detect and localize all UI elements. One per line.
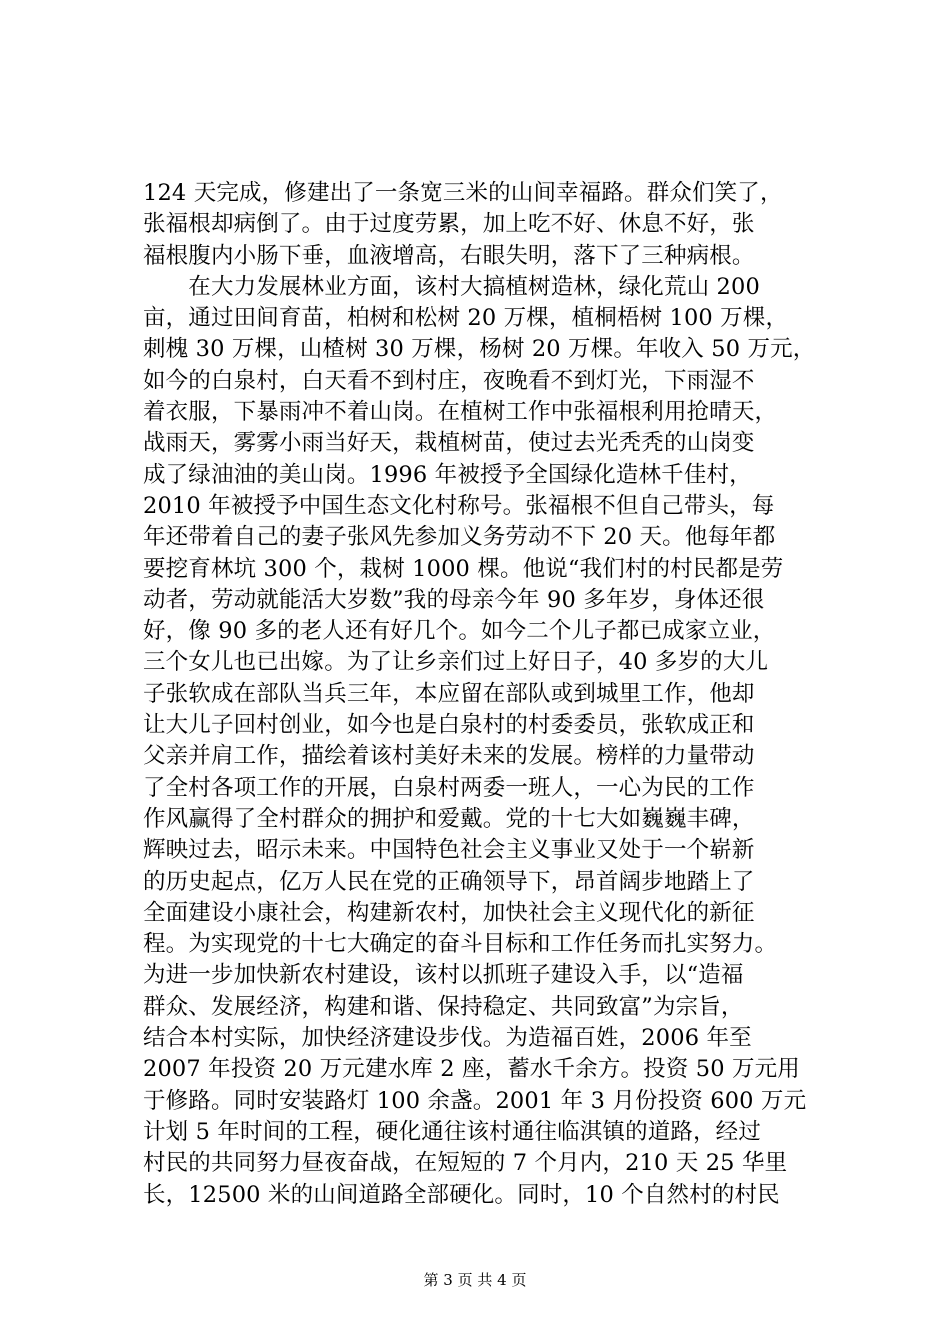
text-line: 辉映过去，昭示未来。中国特色社会主义事业又处于一个崭新 (143, 837, 755, 864)
text-line: 父亲并肩工作，描绘着该村美好未来的发展。榜样的力量带动 (143, 743, 755, 770)
text-line: 在大力发展林业方面，该村大搞植树造林，绿化荒山 200 (143, 273, 760, 300)
text-line: 2010 年被授予中国生态文化村称号。张福根不但自己带头，每 (143, 492, 775, 519)
text-line: 张福根却病倒了。由于过度劳累，加上吃不好、休息不好，张 (143, 211, 755, 238)
text-line: 村民的共同努力昼夜奋战，在短短的 7 个月内，210 天 25 华里 (143, 1150, 788, 1177)
text-line: 成了绿油油的美山岗。1996 年被授予全国绿化造林千佳村， (143, 461, 752, 488)
text-line: 长，12500 米的山间道路全部硬化。同时，10 个自然村的村民 (143, 1181, 780, 1208)
text-line: 刺槐 30 万棵，山楂树 30 万棵，杨树 20 万棵。年收入 50 万元， (143, 336, 816, 363)
text-line: 的历史起点，亿万人民在党的正确领导下，昂首阔步地踏上了 (143, 868, 755, 895)
text-line: 福根腹内小肠下垂，血液增高，右眼失明，落下了三种病根。 (143, 242, 755, 269)
text-line: 战雨天，雾雾小雨当好天，栽植树苗，使过去光秃秃的山岗变 (143, 430, 755, 457)
text-line: 好，像 90 多的老人还有好几个。如今二个儿子都已成家立业， (143, 618, 776, 645)
text-line: 年还带着自己的妻子张风先参加义务劳动不下 20 天。他每年都 (143, 524, 776, 551)
text-line: 为进一步加快新农村建设，该村以抓班子建设入手，以“造福 (143, 962, 744, 989)
text-line: 要挖育林坑 300 个，栽树 1000 棵。他说“我们村的村民都是劳 (143, 555, 784, 582)
text-line: 群众、发展经济，构建和谐、保持稳定、共同致富”为宗旨， (143, 993, 744, 1020)
text-line: 子张软成在部队当兵三年，本应留在部队或到城里工作，他却 (143, 680, 755, 707)
body-text (143, 178, 823, 1211)
text-line: 结合本村实际，加快经济建设步伐。为造福百姓，2006 年至 (143, 1025, 752, 1052)
text-line: 了全村各项工作的开展，白泉村两委一班人，一心为民的工作 (143, 774, 755, 801)
text-line: 亩，通过田间育苗，柏树和松树 20 万棵，植桐梧树 100 万棵， (143, 305, 789, 332)
page-footer: 第 3 页 共 4 页 (423, 1271, 527, 1289)
text-line: 动者，劳动就能活大岁数”我的母亲今年 90 多年岁，身体还很 (143, 586, 765, 613)
text-line: 程。为实现党的十七大确定的奋斗目标和工作任务而扎实努力。 (143, 931, 778, 958)
text-line: 作风赢得了全村群众的拥护和爱戴。党的十七大如巍巍丰碑， (143, 805, 755, 832)
text-line: 三个女儿也已出嫁。为了让乡亲们过上好日子，40 多岁的大儿 (143, 649, 769, 676)
text-line: 2007 年投资 20 万元建水库 2 座，蓄水千余方。投资 50 万元用 (143, 1056, 800, 1083)
text-line: 如今的白泉村，白天看不到村庄，夜晚看不到灯光，下雨湿不 (143, 367, 755, 394)
text-line: 124 天完成，修建出了一条宽三米的山间幸福路。群众们笑了， (143, 180, 783, 206)
text-line: 计划 5 年时间的工程，硬化通往该村通往临淇镇的道路，经过 (143, 1118, 761, 1145)
text-line: 全面建设小康社会，构建新农村，加快社会主义现代化的新征 (143, 899, 755, 926)
text-line: 于修路。同时安装路灯 100 余盏。2001 年 3 月份投资 600 万元 (143, 1087, 807, 1114)
text-line: 着衣服，下暴雨冲不着山岗。在植树工作中张福根利用抢晴天， (143, 399, 778, 426)
text-line: 让大儿子回村创业，如今也是白泉村的村委委员，张软成正和 (143, 712, 755, 739)
